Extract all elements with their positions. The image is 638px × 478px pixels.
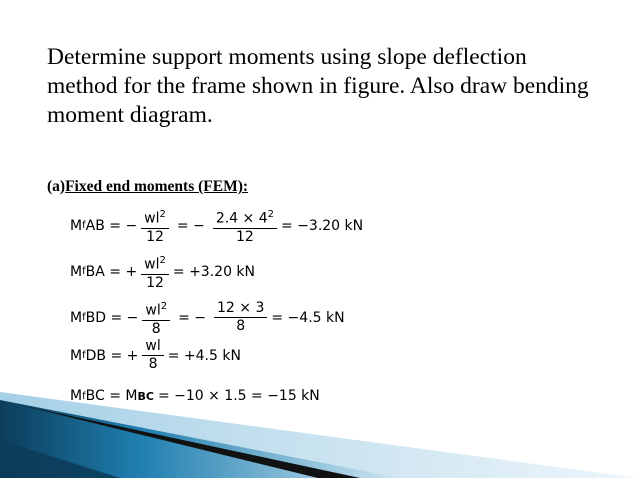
- eq-db-m: M: [70, 347, 83, 364]
- eq-bd-fraction-2: [214, 300, 267, 335]
- eq-ab-f2-num: 2.4 × 4: [215, 210, 268, 227]
- eq-bd-mid: = −: [178, 309, 207, 326]
- eq-db-sub: f: [82, 350, 86, 361]
- eq-ba-m: M: [70, 263, 83, 280]
- eq-ab-fraction-1: [141, 206, 169, 246]
- fem-subheading-prefix: (a): [47, 178, 66, 195]
- eq-ab-sub: f: [82, 220, 86, 232]
- problem-statement: [47, 43, 617, 130]
- eq-bd-f1-sup: 2: [160, 301, 168, 312]
- eq-ba-f1-sup: 2: [159, 255, 166, 266]
- eq-db-f1-num: wl: [142, 338, 163, 356]
- eq-bc-result: = −10 × 1.5 = −15 kN: [157, 388, 320, 404]
- eq-ab-f1-num: wl: [144, 210, 160, 227]
- problem-statement-line-3: moment diagram.: [47, 102, 213, 128]
- eq-ab-lhs: AB = −: [85, 217, 138, 234]
- equation-fem-bc: [70, 388, 324, 404]
- eq-bd-lhs: BD = −: [85, 309, 139, 326]
- equation-fem-ba: [70, 252, 255, 292]
- eq-ba-result: = +3.20 kN: [172, 263, 256, 280]
- eq-bd-result: = −4.5 kN: [271, 309, 345, 326]
- eq-bd-f2-den: 8: [236, 318, 246, 335]
- problem-statement-line-1: Determine support moments using slope deflection: [47, 44, 527, 70]
- eq-ab-f1-sup: 2: [159, 209, 166, 220]
- eq-ba-lhs: BA = +: [85, 263, 138, 280]
- equation-fem-ab: [70, 206, 363, 246]
- eq-ab-f1-den: 12: [146, 228, 164, 245]
- eq-ba-f1-num: wl: [144, 256, 160, 273]
- eq-db-result: = +4.5 kN: [167, 347, 241, 364]
- equation-fem-bd: [70, 298, 345, 338]
- eq-bc-lhs: BC = M: [85, 388, 138, 404]
- eq-bd-fraction-1: [142, 298, 170, 338]
- eq-bd-f2-num: 12 × 3: [214, 300, 267, 318]
- eq-db-f1-den: 8: [148, 356, 158, 372]
- eq-db-fraction-1: [142, 338, 163, 373]
- eq-db-lhs: DB = +: [85, 347, 139, 364]
- eq-bd-sub: f: [82, 312, 86, 324]
- eq-ba-sub: f: [82, 266, 86, 278]
- equation-fem-db: [70, 338, 241, 373]
- eq-ab-f2-sup: 2: [267, 209, 274, 220]
- eq-ab-mid: = −: [176, 217, 205, 234]
- eq-ab-f2-den: 12: [235, 228, 254, 245]
- eq-ba-fraction-1: [141, 252, 169, 292]
- fem-subheading-label: Fixed end moments (FEM):: [65, 178, 249, 195]
- fem-subheading: [47, 178, 248, 196]
- eq-bd-f1-den: 8: [151, 320, 161, 337]
- problem-statement-line-2: method for the frame shown in figure. Also draw bending: [47, 73, 589, 99]
- eq-ab-result: = −3.20 kN: [281, 217, 364, 234]
- eq-bd-f1-num: wl: [145, 302, 161, 319]
- eq-ab-m: M: [70, 217, 83, 234]
- eq-bc-msub: BC: [137, 389, 154, 403]
- eq-bc-m: M: [70, 388, 83, 404]
- eq-bc-sub: f: [82, 390, 86, 402]
- eq-bd-m: M: [70, 309, 83, 326]
- eq-ba-f1-den: 12: [146, 274, 164, 291]
- eq-ab-fraction-2: [213, 206, 277, 246]
